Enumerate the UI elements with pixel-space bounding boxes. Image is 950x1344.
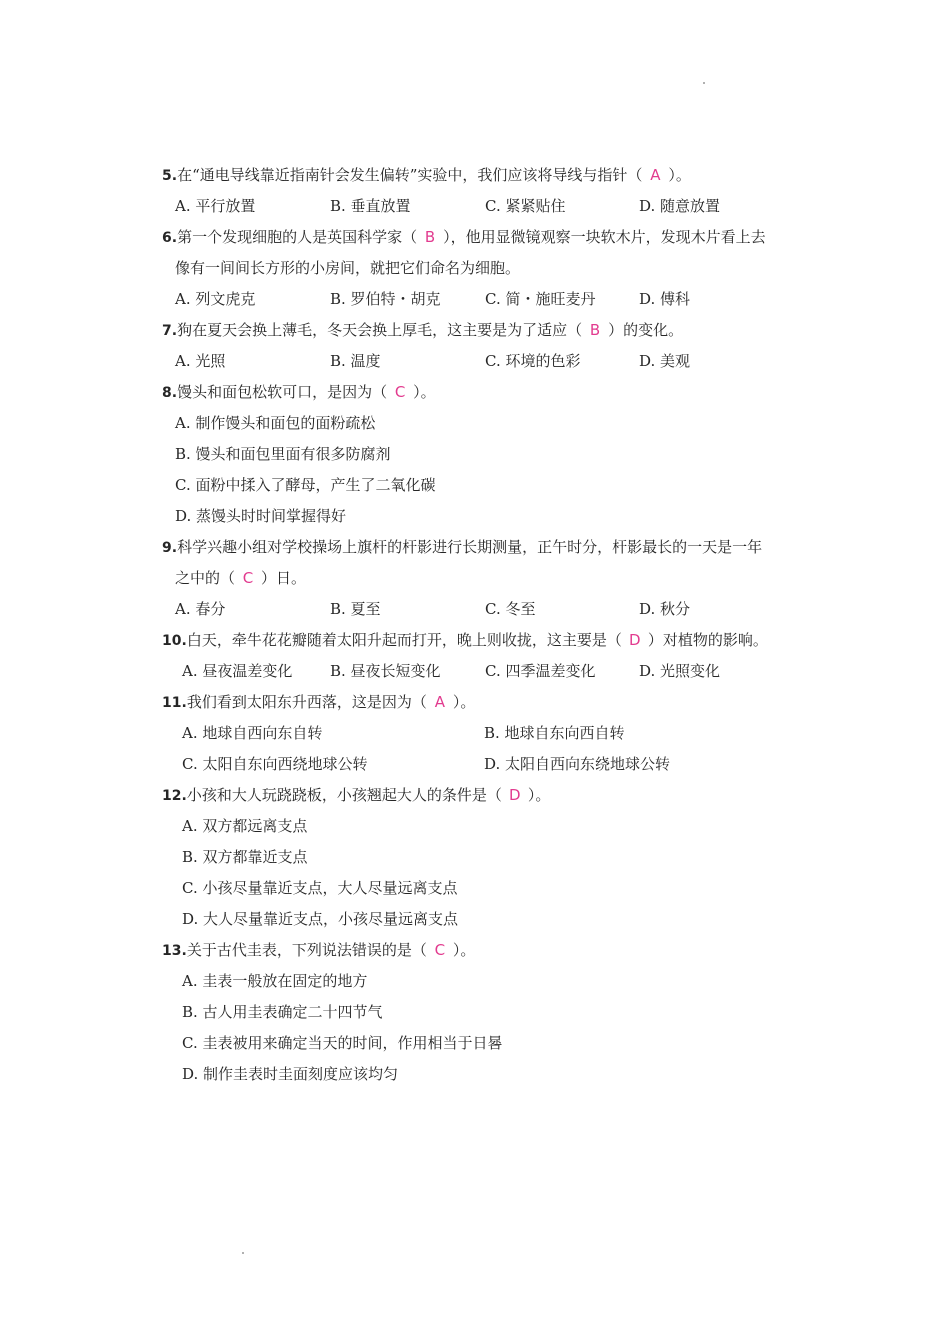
- question-10: [162, 630, 768, 651]
- question-text: ）日。: [261, 569, 307, 587]
- answer-mark: A: [650, 166, 661, 184]
- option-b: B. 古人用圭表确定二十四节气: [182, 1003, 383, 1021]
- question-text: ）。: [452, 693, 476, 711]
- option-b: B. 垂直放置: [330, 197, 411, 215]
- question-text: 第一个发现细胞的人是英国科学家（: [177, 228, 418, 246]
- option-c: C. 小孩尽量靠近支点，大人尽量远离支点: [182, 879, 458, 897]
- option-c: C. 简・施旺麦丹: [485, 290, 596, 308]
- answer-mark: C: [242, 569, 254, 587]
- question-number: 5.: [162, 168, 178, 184]
- question-6-line2: [175, 258, 520, 278]
- question-number: 9.: [162, 540, 178, 556]
- answer-mark: C: [394, 383, 406, 401]
- option-b: B. 昼夜长短变化: [330, 662, 441, 680]
- question-text: 小孩和大人玩跷跷板，小孩翘起大人的条件是（: [186, 786, 502, 804]
- question-text: ）。: [527, 786, 551, 804]
- question-number: 8.: [162, 385, 178, 401]
- question-text: 馒头和面包松软可口，是因为（: [177, 383, 388, 401]
- option-d: D. 光照变化: [639, 662, 721, 680]
- question-9-line2: [175, 568, 306, 588]
- option-d: D. 蒸馒头时时间掌握得好: [175, 507, 347, 525]
- option-d: D. 傅科: [639, 290, 691, 308]
- option-a: A. 双方都远离支点: [182, 817, 308, 835]
- option-c: C. 环境的色彩: [485, 352, 581, 370]
- option-c: C. 圭表被用来确定当天的时间，作用相当于日晷: [182, 1034, 503, 1052]
- option-d: D. 太阳自西向东绕地球公转: [484, 755, 671, 773]
- question-number: 12.: [162, 788, 187, 804]
- question-text: ）。: [413, 383, 436, 401]
- scan-speck: [242, 1252, 244, 1254]
- option-c: C. 冬至: [485, 600, 536, 618]
- question-text: 像有一间间长方形的小房间，就把它们命名为细胞。: [175, 259, 521, 277]
- question-text: 关于古代圭表，下列说法错误的是（: [186, 941, 427, 959]
- question-12: [162, 785, 550, 806]
- answer-mark: C: [434, 941, 446, 959]
- option-b: B. 馒头和面包里面有很多防腐剂: [175, 445, 391, 463]
- answer-mark: B: [424, 228, 436, 246]
- question-8: [162, 382, 436, 403]
- question-text: ）。: [668, 166, 691, 184]
- option-c: C. 紧紧贴住: [485, 197, 566, 215]
- option-d: D. 随意放置: [639, 197, 721, 215]
- question-9: [162, 537, 762, 558]
- option-d: D. 制作圭表时圭面刻度应该均匀: [182, 1065, 399, 1083]
- option-d: D. 秋分: [639, 600, 691, 618]
- option-d: D. 大人尽量靠近支点，小孩尽量远离支点: [182, 910, 459, 928]
- question-13: [162, 940, 475, 961]
- option-a: A. 光照: [175, 352, 226, 370]
- option-c: C. 四季温差变化: [485, 662, 596, 680]
- question-6: [162, 227, 766, 248]
- question-5: [162, 165, 691, 186]
- question-text: 在“通电导线靠近指南针会发生偏转”实验中，我们应该将导线与指针（: [177, 166, 643, 184]
- question-11: [162, 692, 475, 713]
- answer-mark: D: [509, 786, 521, 804]
- option-a: A. 昼夜温差变化: [182, 662, 293, 680]
- question-text: ）对植物的影响。: [647, 631, 768, 649]
- option-b: B. 双方都靠近支点: [182, 848, 308, 866]
- question-text: 科学兴趣小组对学校操场上旗杆的杆影进行长期测量，正午时分，杆影最长的一天是一年: [177, 538, 763, 556]
- option-c: C. 面粉中揉入了酵母，产生了二氧化碳: [175, 476, 436, 494]
- question-text: ），他用显微镜观察一块软木片，发现木片看上去: [443, 228, 766, 246]
- question-text: 白天，牵牛花花瓣随着太阳升起而打开，晚上则收拢，这主要是（: [186, 631, 622, 649]
- question-text: 狗在夏天会换上薄毛，冬天会换上厚毛，这主要是为了适应（: [177, 321, 583, 339]
- answer-mark: A: [434, 693, 445, 711]
- option-d: D. 美观: [639, 352, 691, 370]
- question-number: 10.: [162, 633, 187, 649]
- option-a: A. 制作馒头和面包的面粉疏松: [175, 414, 376, 432]
- option-a: A. 圭表一般放在固定的地方: [182, 972, 368, 990]
- option-b: B. 罗伯特・胡克: [330, 290, 441, 308]
- option-a: A. 列文虎克: [175, 290, 256, 308]
- option-c: C. 太阳自东向西绕地球公转: [182, 755, 368, 773]
- question-number: 6.: [162, 230, 178, 246]
- question-text: 我们看到太阳东升西落，这是因为（: [186, 693, 427, 711]
- question-number: 13.: [162, 943, 187, 959]
- option-a: A. 地球自西向东自转: [182, 724, 323, 742]
- option-b: B. 温度: [330, 352, 381, 370]
- question-text: ）的变化。: [608, 321, 684, 339]
- option-a: A. 春分: [175, 600, 226, 618]
- answer-mark: D: [629, 631, 641, 649]
- scan-speck: [703, 82, 705, 84]
- question-text: ）。: [452, 941, 476, 959]
- question-7: [162, 320, 683, 341]
- option-b: B. 地球自东向西自转: [484, 724, 625, 742]
- question-text: 之中的（: [175, 569, 236, 587]
- question-number: 7.: [162, 323, 178, 339]
- question-number: 11.: [162, 695, 187, 711]
- answer-mark: B: [589, 321, 601, 339]
- option-a: A. 平行放置: [175, 197, 256, 215]
- option-b: B. 夏至: [330, 600, 381, 618]
